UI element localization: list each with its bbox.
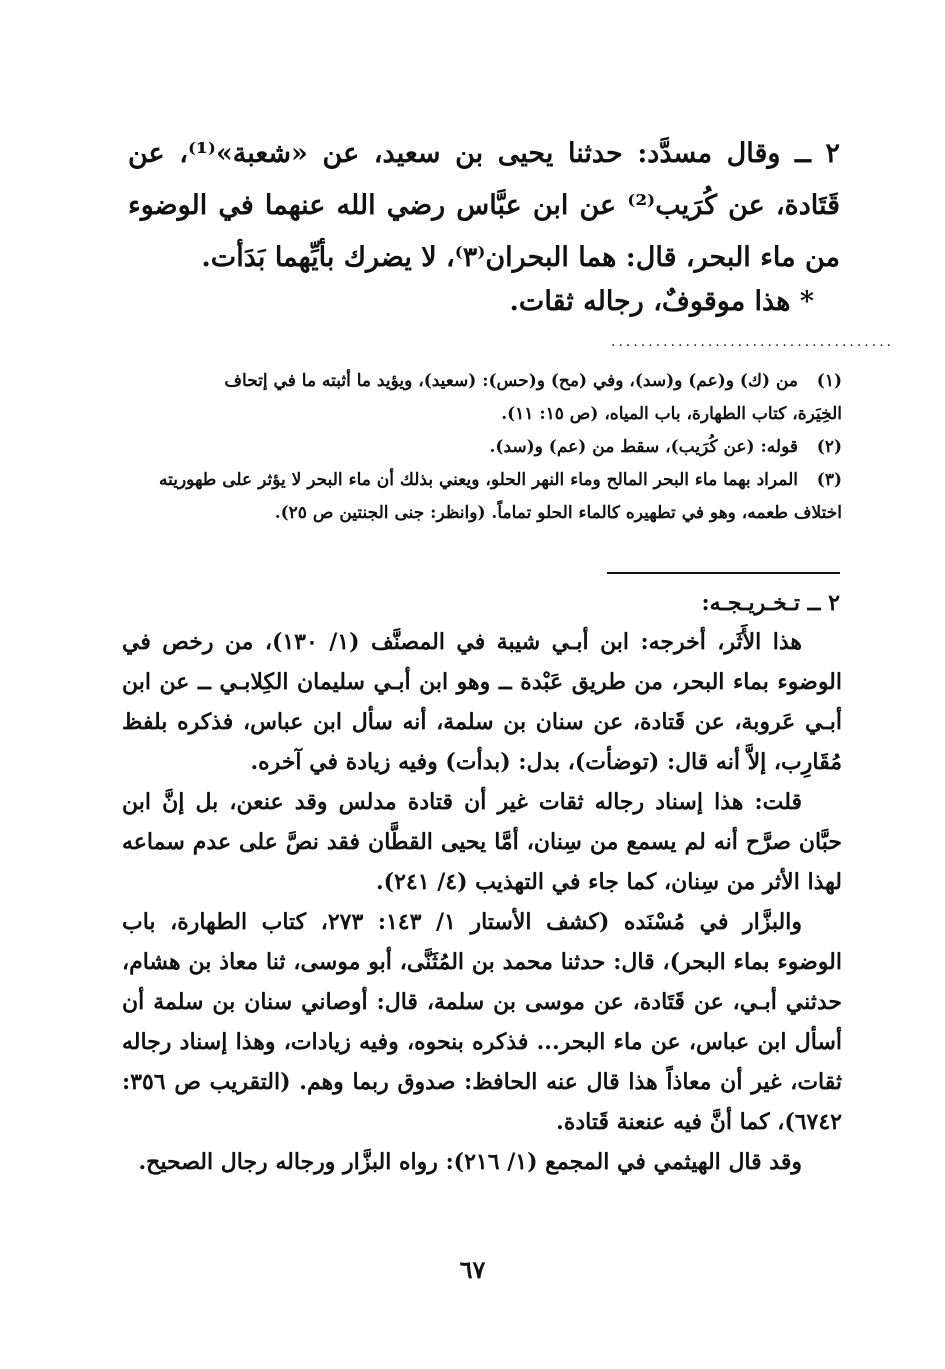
page-number: ٦٧ — [459, 1255, 486, 1284]
takhrij-text — [122, 622, 842, 1182]
footnote-number: (٢) — [816, 437, 842, 457]
takhrij-paragraph: قلت: هذا إسناد رجاله ثقات غير أن قتادة مدلس وقد عنعن، بل إنَّ ابن حبَّان صرَّح أنه لم يسمع من سِنان، أمَّا يحيى القطَّان فقد نصَّ على عدم سماعه لهذا الأثر من سِنان، كما جاء في التهذيب (٤/ ٢٤١). — [122, 789, 842, 895]
footnote — [122, 464, 842, 497]
footnote-number: (١) — [816, 371, 842, 391]
takhrij-paragraph: والبزَّار في مُسْنَده (كشف الأستار ١/ ١٤٣: ٢٧٣، كتاب الطهارة، باب الوضوء بماء البحر)، قال: حدثنا محمد بن المُثَنَّى، أبو موسى، ثنا معاذ بن هشام، حدثني أبـي، عن قَتَادة، عن موسى بن سلمة، قال: أوصاني سنان بن سلمة أن أسأل ابن عباس، عن ماء البحر... فذكره بنحوه، وفيه زيادات، وهذا إسناد رجاله ثقات، غير أن معاذاً هذا قال عنه الحافظ: صدوق ربما وهم. (التقريب ص ٣٥٦: ٦٧٤٢)، كما أنَّ فيه عنعنة قَتادة. — [122, 909, 842, 1135]
footnote-text: قوله: (عن كُرَيب)، سقط من (عم) و(سد). — [489, 437, 798, 457]
footnote — [122, 431, 842, 464]
footnote-continuation: الخِيَرة، كتاب الطهارة، باب المياه، (ص ١٥: ١١). — [501, 404, 842, 424]
footnote-separator: ...................................... — [611, 334, 895, 350]
section-heading: ٢ ــ تـخـريـجـه: — [701, 590, 840, 616]
footnotes — [122, 365, 842, 530]
hadith-paragraph: ٢ ــ وقال مسدَّد: حدثنا يحيى بن سعيد، عن «شعبة»⁽¹⁾، عن قَتَادة، عن كُرَيب⁽²⁾ عن ابن عبَّاس رضي الله عنهما في الوضوء من ماء البحر، قال: هما البحران⁽٣⁾، لا يضرك بأيِّهما بَدَأت. — [128, 138, 841, 273]
footnote-number: (٣) — [816, 470, 842, 490]
takhrij-paragraph: وقد قال الهيثمي في المجمع (١/ ٢١٦): رواه البزَّار ورجاله رجال الصحيح. — [138, 1149, 802, 1175]
takhrij-paragraph: هذا الأَثَر، أخرجه: ابن أبـي شيبة في المصنَّف (١/ ١٣٠)، من رخص في الوضوء بماء البحر، من طريق عَبْدة ــ وهو ابن أبـي سليمان الكِلابـي ــ عن ابن أبـي عَروبة، عن قَتادة، عن سنان بن سلمة، أنه سأل ابن عباس، فذكره بلفظ مُقَارِب، إلاَّ أنه قال: (توضأت)، بدل: (بدأت) وفيه زيادة في آخره. — [122, 629, 842, 775]
footnote-text: من (ك) و(عم) و(سد)، وفي (مح) و(حس): (سعيد)، ويؤيد ما أثبته ما في إتحاف — [224, 371, 798, 391]
footnote — [122, 365, 842, 398]
hadith-verdict: * هذا موقوفٌ، رجاله ثقات. — [509, 286, 814, 317]
main-text — [128, 128, 840, 284]
footnote-text: المراد بهما ماء البحر المالح وماء النهر الحلو، ويعني بذلك أن ماء البحر لا يؤثر على طهوريته — [159, 470, 798, 490]
footnote-continuation: اختلاف طعمه، وهو في تطهيره كالماء الحلو تماماً. (وانظر: جنى الجنتين ص ٢٥). — [274, 503, 842, 523]
section-rule — [607, 572, 840, 574]
